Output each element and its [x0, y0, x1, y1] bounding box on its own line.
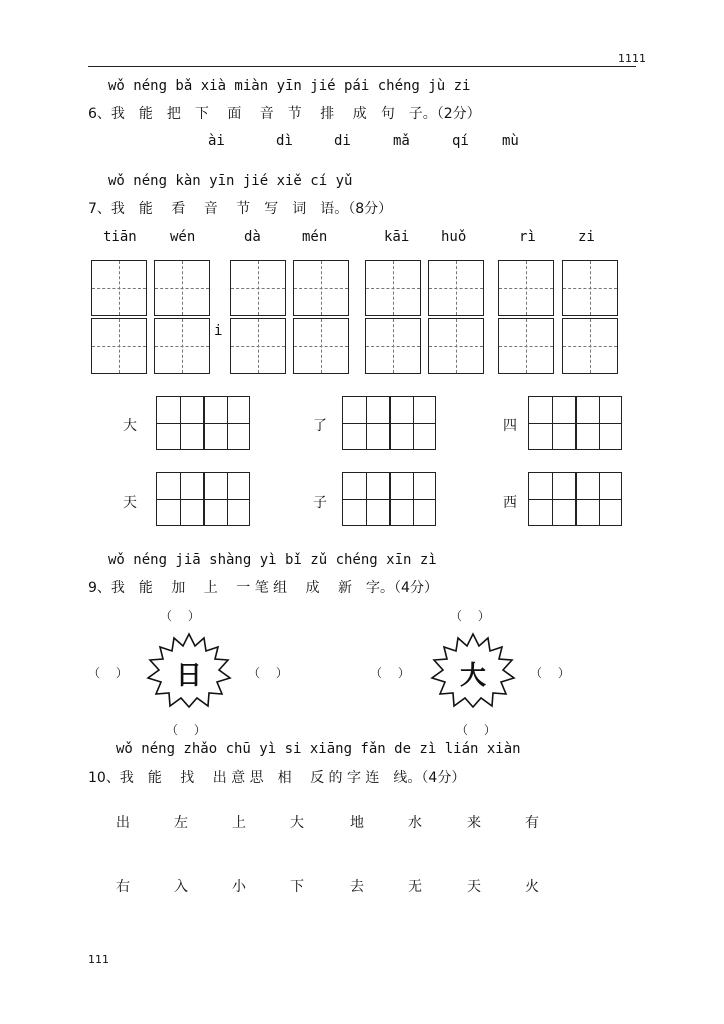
q7-word: dà	[244, 229, 261, 245]
match-char-bottom[interactable]: 天	[467, 879, 481, 895]
match-char-bottom[interactable]: 火	[525, 879, 539, 895]
q10-pinyin: wǒ néng zhǎo chū yì si xiāng fǎn de zì lián xiàn	[116, 741, 521, 757]
writing-box[interactable]	[293, 260, 349, 316]
match-char-bottom[interactable]: 入	[174, 879, 188, 895]
answer-paren[interactable]: （ ）	[160, 609, 200, 623]
word-grid[interactable]	[156, 396, 250, 450]
writing-box[interactable]	[91, 260, 147, 316]
q6-syllable: mù	[502, 133, 519, 149]
q6-syllable: dì	[276, 133, 293, 149]
match-char-top[interactable]: 大	[290, 815, 304, 831]
word-grid[interactable]	[156, 472, 250, 526]
q8-char: 子	[313, 495, 327, 511]
answer-paren[interactable]: （ ）	[166, 723, 206, 737]
q6-syllable: di	[334, 133, 351, 149]
q7-word: zi	[578, 229, 595, 245]
q6-label: 6、我 能 把 下 面 音 节 排 成 句 子。（2分）	[88, 106, 481, 122]
writing-box[interactable]	[428, 260, 484, 316]
q6-syllable: qí	[452, 133, 469, 149]
q7-word: mén	[302, 229, 328, 245]
match-char-top[interactable]: 出	[116, 815, 130, 831]
writing-box[interactable]	[365, 260, 421, 316]
q7-word: kāi	[384, 229, 410, 245]
q7-word: huǒ	[441, 229, 467, 245]
writing-box[interactable]	[562, 260, 618, 316]
q9-pinyin: wǒ néng jiā shàng yì bǐ zǔ chéng xīn zì	[108, 552, 437, 568]
writing-box[interactable]	[498, 318, 554, 374]
answer-paren[interactable]: （ ）	[248, 666, 288, 680]
header-page-number: 1111	[618, 52, 646, 65]
q9-label: 9、我 能 加 上 一 笔 组 成 新 字。（4分）	[88, 580, 438, 596]
writing-box[interactable]	[154, 260, 210, 316]
answer-paren[interactable]: （ ）	[370, 666, 410, 680]
word-grid[interactable]	[528, 472, 622, 526]
writing-box[interactable]	[428, 318, 484, 374]
q7-word: rì	[519, 229, 536, 245]
match-char-bottom[interactable]: 右	[116, 879, 130, 895]
q7-label: 7、我 能 看 音 节 写 词 语。（8分）	[88, 201, 393, 217]
q8-char: 四	[503, 418, 517, 434]
writing-box[interactable]	[293, 318, 349, 374]
match-char-bottom[interactable]: 小	[232, 879, 246, 895]
writing-box[interactable]	[91, 318, 147, 374]
q8-char: 大	[123, 418, 137, 434]
match-char-top[interactable]: 有	[525, 815, 539, 831]
q8-char: 天	[123, 495, 137, 511]
header-rule	[88, 66, 636, 67]
q8-char: 西	[503, 495, 517, 511]
writing-box[interactable]	[154, 318, 210, 374]
match-char-top[interactable]: 左	[174, 815, 188, 831]
star-char: 大	[460, 661, 487, 691]
match-char-bottom[interactable]: 去	[350, 879, 364, 895]
q7-word: tiān	[103, 229, 137, 245]
q6-syllable: ài	[208, 133, 225, 149]
match-char-top[interactable]: 来	[467, 815, 481, 831]
answer-paren[interactable]: （ ）	[456, 723, 496, 737]
answer-paren[interactable]: （ ）	[530, 666, 570, 680]
answer-paren[interactable]: （ ）	[88, 666, 128, 680]
word-grid[interactable]	[528, 396, 622, 450]
footer-page-number: 111	[88, 953, 109, 966]
writing-box[interactable]	[230, 260, 286, 316]
match-char-top[interactable]: 上	[232, 815, 246, 831]
match-char-bottom[interactable]: 无	[408, 879, 422, 895]
match-char-top[interactable]: 地	[350, 815, 364, 831]
writing-box[interactable]	[562, 318, 618, 374]
q8-char: 了	[313, 418, 327, 434]
q6-syllable: mǎ	[393, 133, 410, 149]
answer-paren[interactable]: （ ）	[450, 609, 490, 623]
match-char-bottom[interactable]: 下	[290, 879, 304, 895]
match-char-top[interactable]: 水	[408, 815, 422, 831]
q10-label: 10、我 能 找 出 意 思 相 反 的 字 连 线。（4分）	[88, 770, 466, 786]
word-grid[interactable]	[342, 396, 436, 450]
writing-box[interactable]	[365, 318, 421, 374]
writing-box[interactable]	[230, 318, 286, 374]
q7-pinyin: wǒ néng kàn yīn jié xiě cí yǔ	[108, 173, 353, 189]
stray-mark: i	[214, 323, 223, 339]
star-char: 日	[176, 661, 203, 691]
word-grid[interactable]	[342, 472, 436, 526]
q7-word: wén	[170, 229, 196, 245]
q6-pinyin: wǒ néng bǎ xià miàn yīn jié pái chéng jù zi	[108, 78, 471, 94]
writing-box[interactable]	[498, 260, 554, 316]
